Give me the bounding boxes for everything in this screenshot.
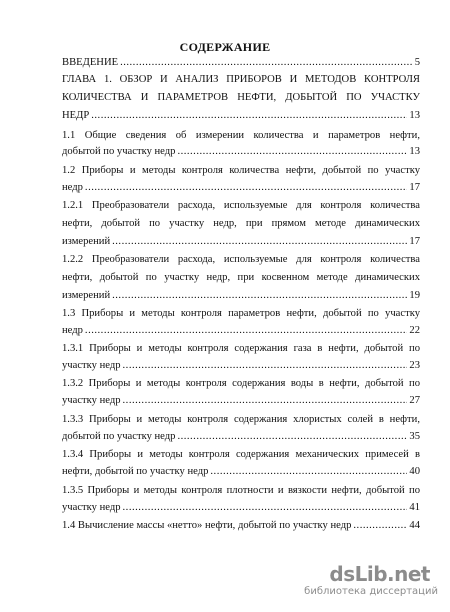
leader-dots bbox=[91, 109, 407, 122]
toc-entry-intro bbox=[62, 56, 420, 69]
leader-dots bbox=[123, 501, 408, 514]
page-title: СОДЕРЖАНИЕ bbox=[179, 40, 271, 54]
watermark bbox=[304, 562, 444, 602]
leader-dots bbox=[353, 519, 407, 532]
toc-entry-1-3-3-line2 bbox=[62, 430, 420, 443]
watermark-subtitle: библиотека диссертаций bbox=[304, 586, 438, 597]
toc-page-number: 35 bbox=[409, 431, 420, 442]
toc-entry-1-4 bbox=[62, 519, 420, 532]
toc-entry-chapter1-line3 bbox=[62, 109, 420, 122]
toc-entry-1-2-1-line2: нефти, добытой по участку недр, при прямом методе динамических bbox=[62, 218, 420, 229]
leader-dots bbox=[120, 56, 413, 69]
toc-entry-1-2-2-line2: нефти, добытой по участку недр, при косвенном методе динамических bbox=[62, 272, 420, 283]
toc-entry-1-3-line2 bbox=[62, 324, 420, 337]
leader-dots bbox=[112, 235, 407, 248]
toc-page-number: 44 bbox=[409, 520, 420, 531]
toc-entry-text: нефти, добытой по участку недр bbox=[62, 466, 209, 477]
toc-page-number: 27 bbox=[409, 395, 420, 406]
toc-entry-text: 1.4 Вычисление массы «нетто» нефти, добытой по участку недр bbox=[62, 520, 352, 531]
toc-page-number: 17 bbox=[409, 236, 420, 247]
toc-entry-1-2-line1: 1.2 Приборы и методы контроля количества нефти, добытой по участку bbox=[62, 165, 420, 176]
toc-entry-chapter1-line1: ГЛАВА 1. ОБЗОР И АНАЛИЗ ПРИБОРОВ И МЕТОДОВ КОНТРОЛЯ bbox=[62, 74, 420, 85]
toc-page-number: 41 bbox=[409, 502, 420, 513]
toc-entry-text: участку недр bbox=[62, 395, 121, 406]
toc-page-number: 5 bbox=[414, 57, 420, 68]
toc-entry-1-3-line1: 1.3 Приборы и методы контроля параметров нефти, добытой по участку bbox=[62, 308, 420, 319]
toc-entry-text: ВВЕДЕНИЕ bbox=[62, 57, 119, 68]
toc-page-number: 13 bbox=[409, 110, 420, 121]
leader-dots bbox=[112, 289, 407, 302]
toc-entry-text: недр bbox=[62, 182, 83, 193]
leader-dots bbox=[177, 145, 407, 158]
toc-entry-1-1-line1: 1.1 Общие сведения об измерении количества и параметров нефти, bbox=[62, 130, 420, 141]
toc-entry-1-2-2-line3 bbox=[62, 289, 420, 302]
leader-dots bbox=[123, 359, 408, 372]
leader-dots bbox=[85, 181, 407, 194]
watermark-logo: dsLib.net bbox=[329, 562, 430, 586]
toc-entry-text: недр bbox=[62, 325, 83, 336]
toc-entry-text: измерений bbox=[62, 236, 111, 247]
toc-entry-1-3-2-line1: 1.3.2 Приборы и методы контроля содержания воды в нефти, добытой по bbox=[62, 378, 420, 389]
toc-entry-1-3-1-line2 bbox=[62, 359, 420, 372]
toc-entry-text: участку недр bbox=[62, 360, 121, 371]
toc-entry-1-2-line2 bbox=[62, 181, 420, 194]
toc-page-number: 40 bbox=[409, 466, 420, 477]
toc-entry-1-2-1-line3 bbox=[62, 235, 420, 248]
toc-entry-1-3-4-line2 bbox=[62, 465, 420, 478]
toc-page-number: 22 bbox=[409, 325, 420, 336]
toc-entry-1-1-line2 bbox=[62, 145, 420, 158]
toc-entry-text: участку недр bbox=[62, 502, 121, 513]
toc-page-number: 23 bbox=[409, 360, 420, 371]
toc-page-number: 13 bbox=[409, 146, 420, 157]
toc-entry-1-3-5-line1: 1.3.5 Приборы и методы контроля плотности и вязкости нефти, добытой по bbox=[62, 485, 420, 496]
toc-entry-1-3-2-line2 bbox=[62, 394, 420, 407]
toc-page-number: 17 bbox=[409, 182, 420, 193]
toc-entry-1-3-5-line2 bbox=[62, 501, 420, 514]
leader-dots bbox=[85, 324, 407, 337]
toc-entry-1-2-1-line1: 1.2.1 Преобразователи расхода, используемые для контроля количества bbox=[62, 200, 420, 211]
toc-entry-text: НЕДР bbox=[62, 110, 90, 121]
toc-entry-text: добытой по участку недр bbox=[62, 431, 176, 442]
leader-dots bbox=[123, 394, 408, 407]
toc-entry-1-3-4-line1: 1.3.4 Приборы и методы контроля содержания механических примесей в bbox=[62, 449, 420, 460]
toc-entry-1-3-3-line1: 1.3.3 Приборы и методы контроля содержания хлористых солей в нефти, bbox=[62, 414, 420, 425]
leader-dots bbox=[210, 465, 407, 478]
toc-page-number: 19 bbox=[409, 290, 420, 301]
leader-dots bbox=[177, 430, 407, 443]
toc-entry-1-2-2-line1: 1.2.2 Преобразователи расхода, используемые для контроля количества bbox=[62, 254, 420, 265]
toc-entry-1-3-1-line1: 1.3.1 Приборы и методы контроля содержания газа в нефти, добытой по bbox=[62, 343, 420, 354]
toc-entry-chapter1-line2: КОЛИЧЕСТВА И ПАРАМЕТРОВ НЕФТИ, ДОБЫТОЙ ПО УЧАСТКУ bbox=[62, 92, 420, 103]
toc-entry-text: добытой по участку недр bbox=[62, 146, 176, 157]
toc-entry-text: измерений bbox=[62, 290, 111, 301]
